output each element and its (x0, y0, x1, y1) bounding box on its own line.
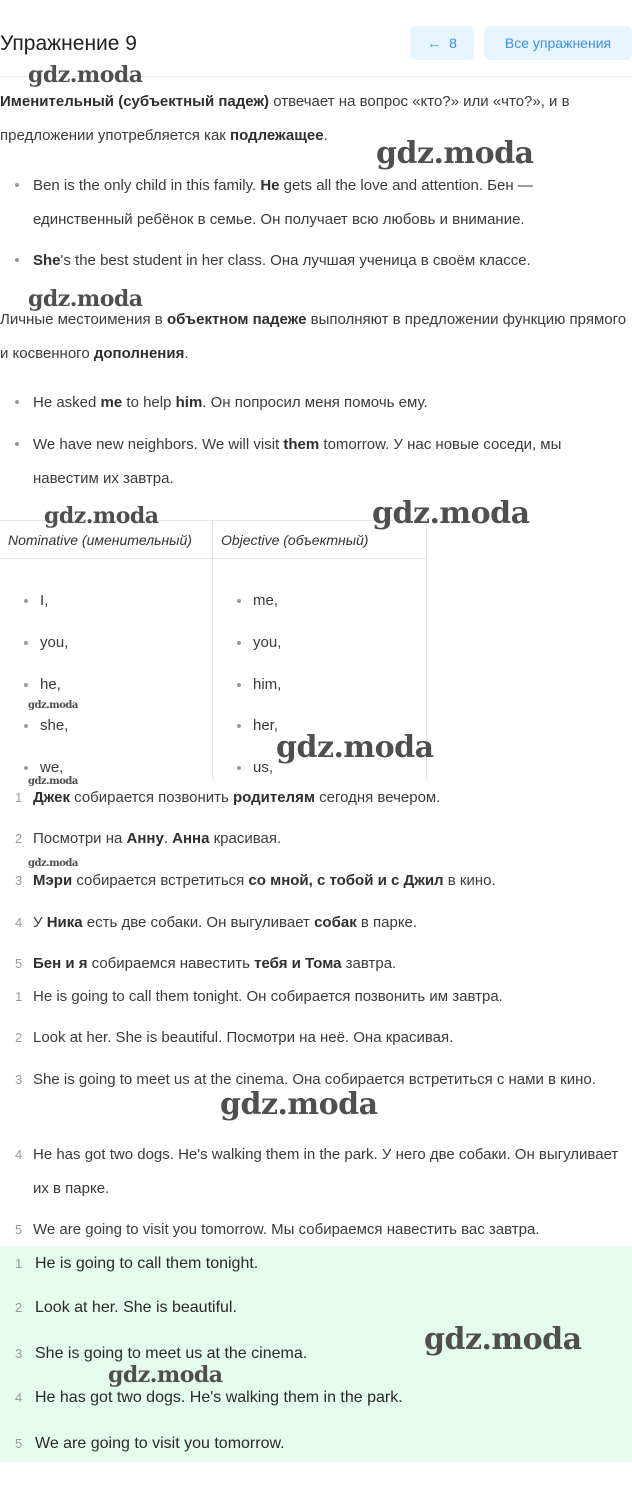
previous-exercise-number: 8 (449, 35, 457, 51)
watermark: gdz.moda (424, 1322, 582, 1357)
answer-item: 1 He is going to call them tonight. (15, 1255, 259, 1272)
task-item: 4 У Ника есть две собаки. Он выгуливает собак в парке. (15, 914, 418, 931)
bullet-dot (237, 599, 241, 603)
watermark: gdz.moda (372, 496, 530, 531)
nominative-explanation: Именительный (субъектный падеж) отвечает на вопрос «кто?» или «что?», и в предложении употребляется как подлежащее. (0, 93, 570, 144)
bullet-dot (15, 400, 19, 404)
translation-item: 2 Look at her. She is beautiful. Посмотри на неё. Она красивая. (15, 1029, 454, 1046)
bullet-dot (237, 683, 241, 687)
answer-item: 5 We are going to visit you tomorrow. (15, 1435, 285, 1452)
table-cell: us, (237, 756, 273, 780)
translation-item: 1 He is going to call them tonight. Он собирается позвонить им завтра. (15, 988, 503, 1005)
bullet-dot (24, 641, 28, 645)
arrow-left-icon: ← (427, 35, 442, 51)
objective-explanation: Личные местоимения в объектном падеже выполняют в предложении функцию прямого и косвенного дополнения. (0, 311, 627, 362)
translation-item: 4 He has got two dogs. He's walking them in the park. У него две собаки. Он выгуливает их в парке. (15, 1146, 619, 1197)
watermark: gdz.moda (28, 858, 78, 869)
bullet-dot (237, 766, 241, 770)
translation-item: 5 We are going to visit you tomorrow. Мы собираемся навестить вас завтра. (15, 1221, 540, 1238)
table-cell: him, (237, 673, 281, 697)
table-cell: we, (24, 756, 63, 780)
bullet-dot (24, 599, 28, 603)
bullet-dot (24, 683, 28, 687)
list-item: She's the best student in her class. Она лучшая ученица в своём классе. (15, 244, 630, 278)
bullet-dot (15, 183, 19, 187)
list-item: We have new neighbors. We will visit them tomorrow. У нас новые соседи, мы навестим их завтра. (15, 428, 630, 496)
table-cell: me, (237, 589, 278, 613)
watermark: gdz.moda (276, 730, 434, 765)
task-item: 5 Бен и я собираемся навестить тебя и Тома завтра. (15, 955, 397, 972)
answer-item: 4 He has got two dogs. He's walking them in the park. (15, 1389, 403, 1406)
bullet-dot (237, 724, 241, 728)
table-cell: she, (24, 714, 68, 738)
bullet-dot (15, 258, 19, 262)
bullet-dot (237, 641, 241, 645)
table-column-divider (212, 521, 213, 781)
bullet-dot (24, 766, 28, 770)
watermark: gdz.moda (108, 1362, 223, 1388)
table-header-nominative: Nominative (именительный) (0, 521, 212, 559)
previous-exercise-button[interactable] (410, 26, 474, 60)
watermark: gdz.moda (220, 1087, 378, 1122)
page-title: Упражнение 9 (0, 32, 137, 55)
task-item: 1 Джек собирается позвонить родителям сегодня вечером. (15, 789, 441, 806)
table-cell: you, (237, 631, 281, 655)
watermark: gdz.moda (376, 136, 534, 171)
bullet-dot (15, 442, 19, 446)
table-cell: I, (24, 589, 48, 613)
watermark: gdz.moda (44, 503, 159, 529)
table-cell: you, (24, 631, 68, 655)
task-item: 3 Мэри собирается встретиться со мной, с тобой и с Джил в кино. (15, 872, 496, 889)
watermark: gdz.moda (28, 286, 143, 312)
bullet-dot (24, 724, 28, 728)
list-item: He asked me to help him. Он попросил меня помочь ему. (15, 386, 630, 420)
answer-item: 2 Look at her. She is beautiful. (15, 1299, 237, 1316)
watermark: gdz.moda (28, 776, 78, 787)
answer-item: 3 She is going to meet us at the cinema. (15, 1345, 308, 1362)
table-cell: her, (237, 714, 278, 738)
table-header-objective: Objective (объектный) (213, 521, 426, 559)
translation-item: 3 She is going to meet us at the cinema. Она собирается встретиться с нами в кино. (15, 1071, 596, 1088)
list-item: Ben is the only child in this family. He gets all the love and attention. Бен — единственный ребёнок в семье. Он получает всю любовь и внимание. (15, 169, 630, 237)
watermark: gdz.moda (28, 700, 78, 711)
task-item: 2 Посмотри на Анну. Анна красивая. (15, 830, 282, 847)
watermark: gdz.moda (28, 62, 143, 88)
exercise-header (0, 24, 632, 64)
table-cell: he, (24, 673, 61, 697)
all-exercises-button[interactable]: Все упражнения (484, 26, 632, 60)
